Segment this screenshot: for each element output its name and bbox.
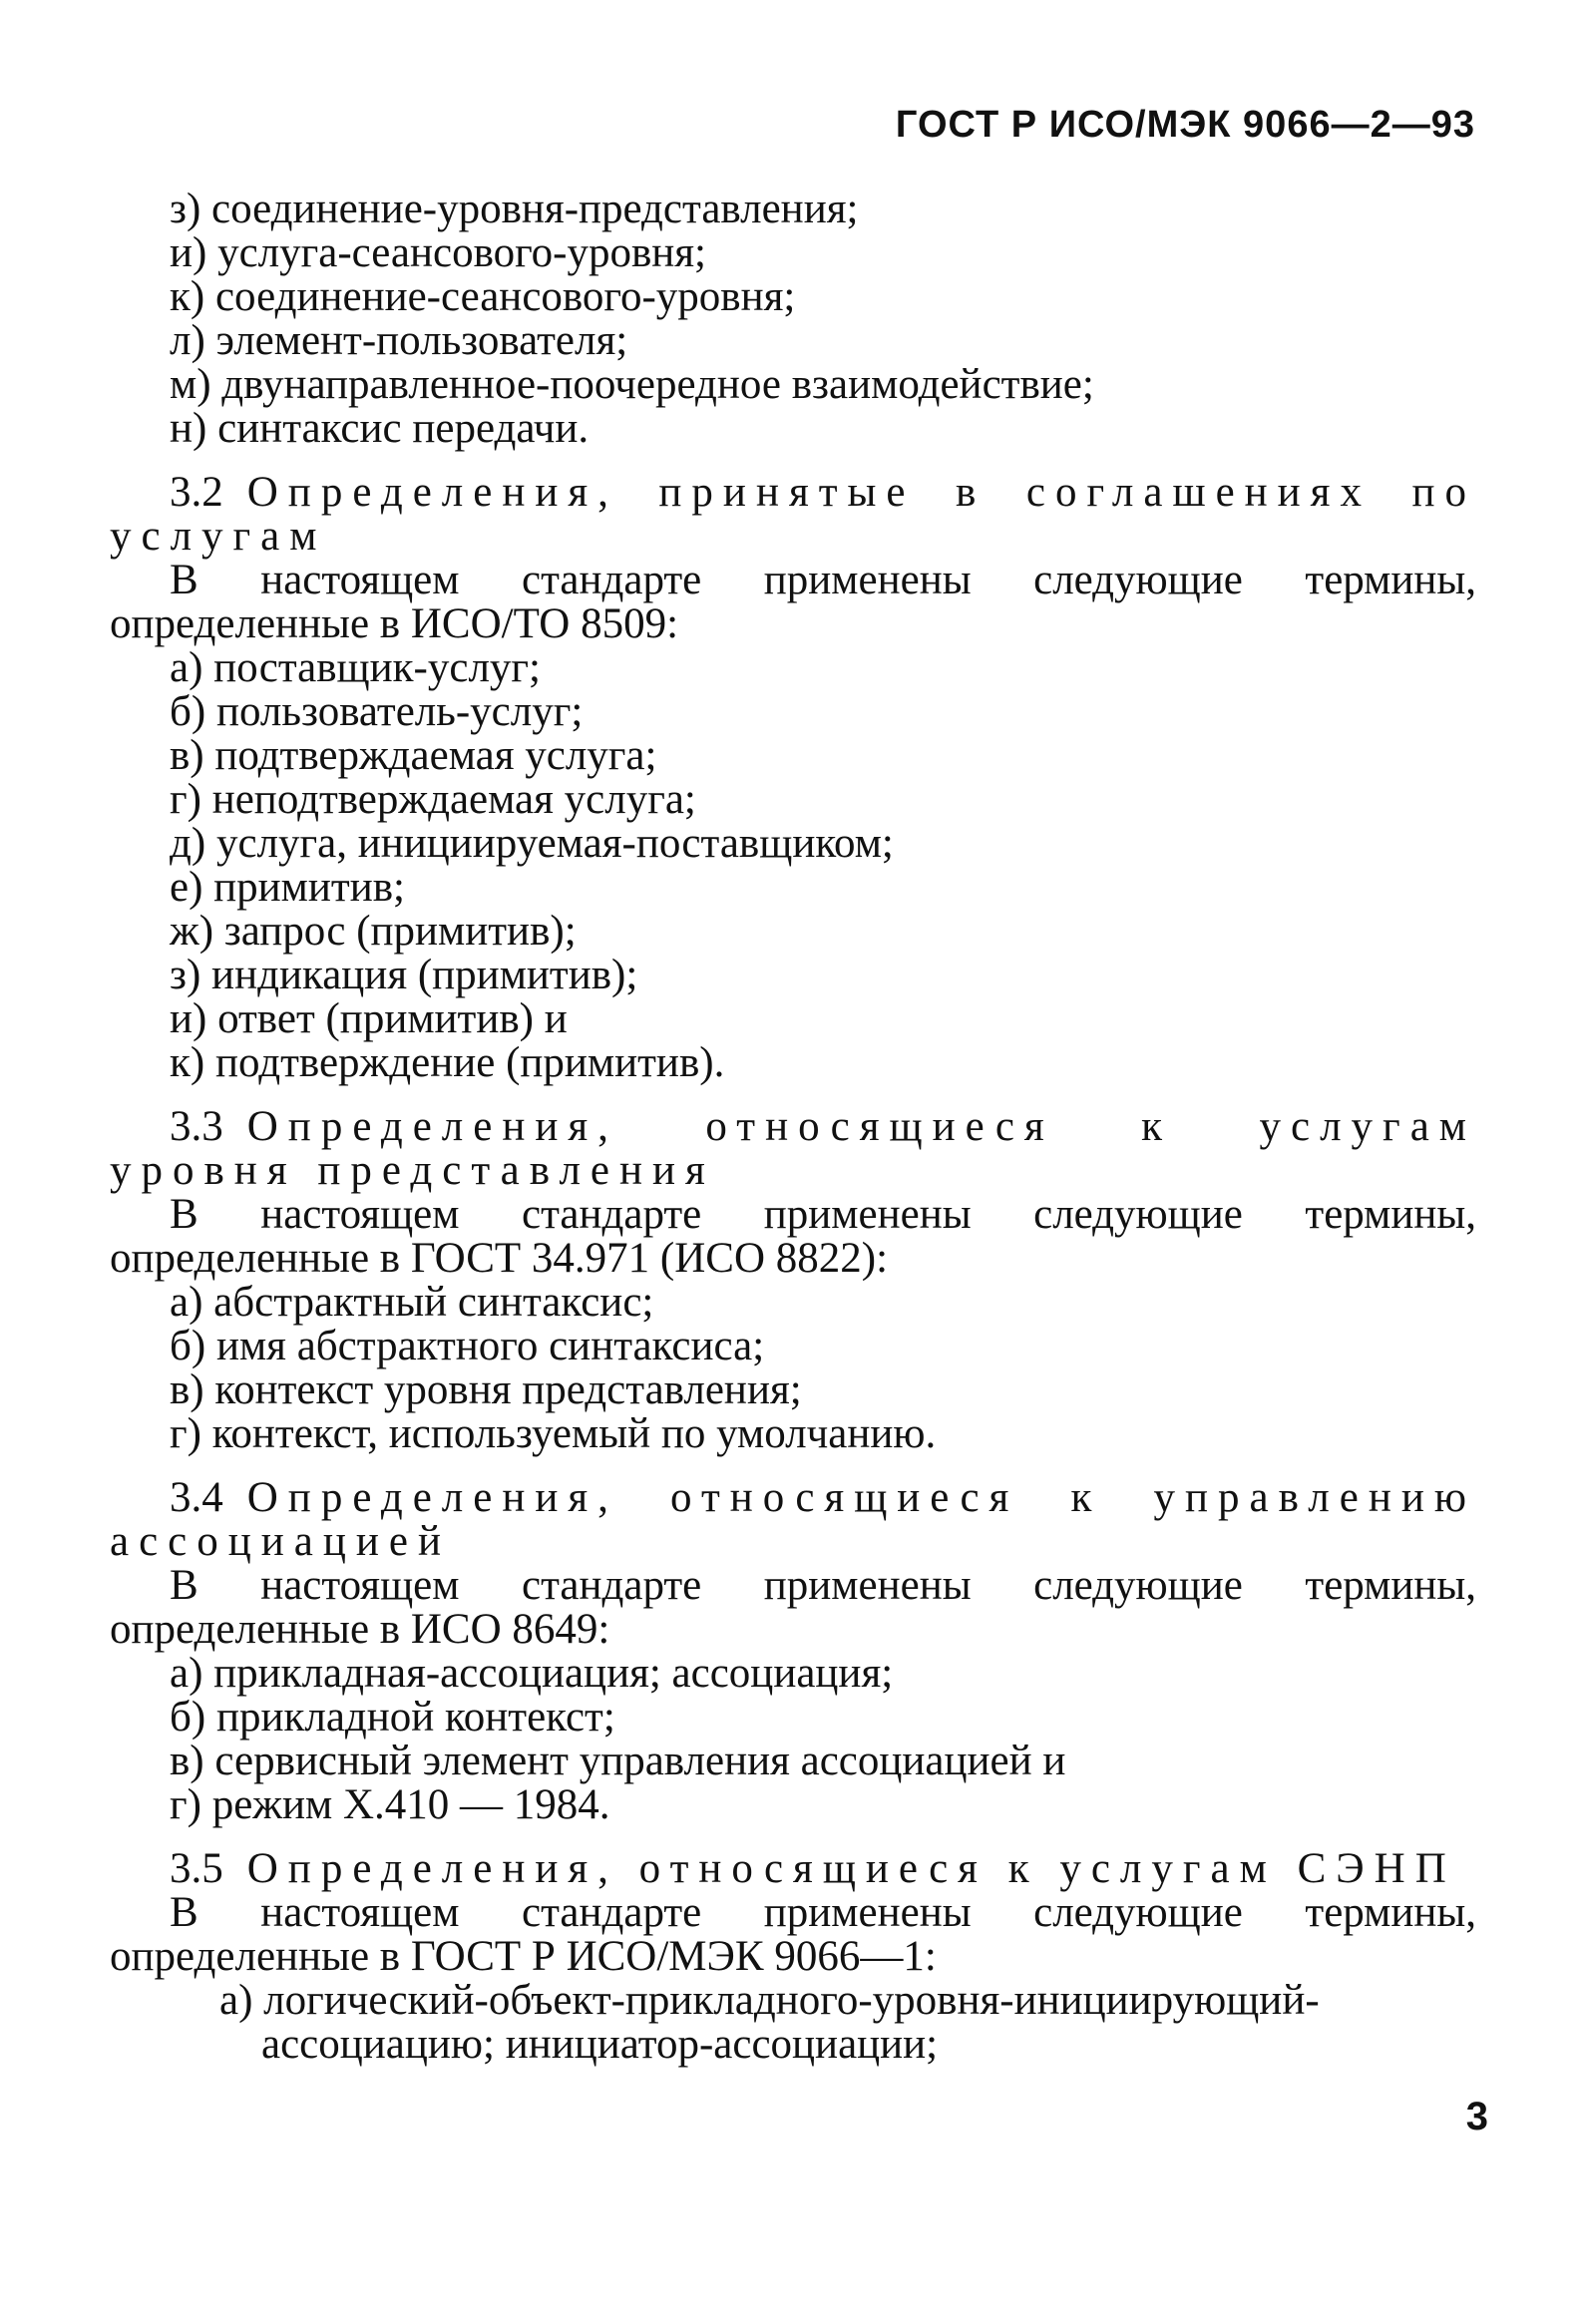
section-number: 3.2 [170, 469, 223, 516]
standard-header: ГОСТ Р ИСО/МЭК 9066—2—93 [895, 104, 1475, 146]
section-heading [110, 1105, 1476, 1193]
list-item: г) режим X.410 — 1984. [170, 1781, 610, 1828]
list-item: б) пользователь-услуг; [170, 688, 584, 735]
list-item: е) примитив; [170, 864, 405, 911]
list-item: к) соединение-сеансового-уровня; [170, 273, 796, 320]
section-title: Определения, относящиеся к услугам уровня представления [110, 1103, 1476, 1194]
section-title: Определения, относящиеся к услугам СЭНП [246, 1845, 1456, 1892]
list-item: г) контекст, используемый по умолчанию. [170, 1410, 937, 1457]
section-intro: В настоящем стандарте применены следующие термины, определенные в ГОСТ 34.971 (ИСО 8822): [110, 1191, 1476, 1282]
list-item: а) поставщик-услуг; [170, 644, 541, 691]
list-item: в) контекст уровня представления; [170, 1366, 802, 1413]
section-3-4 [110, 1476, 1476, 1827]
section-heading [110, 471, 1476, 559]
list-item: ж) запрос (примитив); [170, 908, 577, 955]
list-item: в) сервисный элемент управления ассоциацией и [170, 1738, 1066, 1784]
list-item: а) логический-объект-прикладного-уровня-инициирующий-ассоциацию; инициатор-ассоциации; [219, 1977, 1320, 2068]
list-item: д) услуга, инициируемая-поставщиком; [170, 820, 894, 867]
section-title: Определения, принятые в соглашениях по услугам [110, 469, 1476, 560]
list-item: а) прикладная-ассоциация; ассоциация; [170, 1650, 894, 1697]
section-intro: В настоящем стандарте применены следующие термины, определенные в ИСО/ТО 8509: [110, 557, 1476, 647]
section-intro: В настоящем стандарте применены следующие термины, определенные в ГОСТ Р ИСО/МЭК 9066—1: [110, 1889, 1476, 1980]
list-item: а) абстрактный синтаксис; [170, 1279, 654, 1326]
section-3-5 [110, 1847, 1476, 2067]
section-title: Определения, относящиеся к управлению ассоциацией [110, 1474, 1476, 1565]
list-item: и) ответ (примитив) и [170, 995, 568, 1042]
list-item: н) синтаксис передачи. [170, 405, 590, 452]
list-item: в) подтверждаемая услуга; [170, 732, 657, 779]
continued-list [110, 188, 1476, 451]
list-item: б) прикладной контекст; [170, 1694, 615, 1741]
section-number: 3.4 [170, 1474, 223, 1521]
section-heading [110, 1476, 1476, 1564]
section-number: 3.3 [170, 1103, 223, 1150]
page-number: 3 [1465, 2095, 1488, 2138]
list-item: м) двунаправленное-поочередное взаимодействие; [170, 361, 1094, 408]
section-3-2 [110, 471, 1476, 1085]
list-item: б) имя абстрактного синтаксиса; [170, 1323, 765, 1369]
section-heading [110, 1847, 1476, 1891]
list-item: з) индикация (примитив); [170, 952, 638, 998]
list-item: л) элемент-пользователя; [170, 317, 628, 364]
section-number: 3.5 [170, 1845, 223, 1892]
section-3-3 [110, 1105, 1476, 1456]
list-item: г) неподтверждаемая услуга; [170, 776, 696, 823]
list-item: к) подтверждение (примитив). [170, 1039, 725, 1086]
section-intro: В настоящем стандарте применены следующие термины, определенные в ИСО 8649: [110, 1562, 1476, 1653]
page-content [110, 188, 1476, 2067]
list-item: и) услуга-сеансового-уровня; [170, 229, 707, 276]
list-item: з) соединение-уровня-представления; [170, 186, 859, 232]
